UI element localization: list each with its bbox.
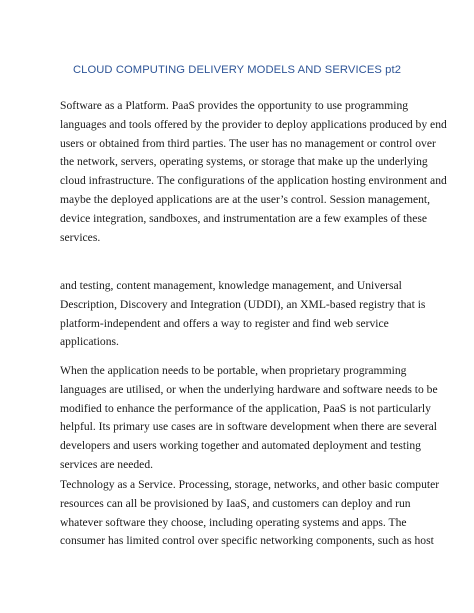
text-line: Description, Discovery and Integration (UDDI), an XML-based registry that is [60,297,426,311]
text-line: applications. [60,335,119,349]
text-line: maybe the deployed applications are at the user’s control. Session management, [60,192,431,206]
text-line: services are needed. [60,457,154,471]
text-line: and testing, content management, knowledge management, and Universal [60,279,402,292]
paragraph-uddi [60,277,426,352]
text-line: device integration, sandboxes, and instrumentation are a few examples of these [60,211,428,225]
text-line: Technology as a Service. Processing, storage, networks, and other basic computer [60,478,440,491]
text-line: consumer has limited control over specific networking components, such as host [60,534,434,548]
text-line: developers and users working together and automated deployment and testing [60,439,421,453]
paragraph-iaas [60,476,440,551]
paragraph-paas-intro [60,97,447,247]
text-line: users or obtained from third parties. The user has no management or control over [60,136,436,150]
text-line: Software as a Platform. PaaS provides the opportunity to use programming [60,99,409,112]
text-line: the network, servers, operating systems, or storage that make up the underlying [60,155,428,169]
document-title: CLOUD COMPUTING DELIVERY MODELS AND SERVICES pt2 [72,64,402,76]
text-line: platform-independent and offers a way to register and find web service [60,316,389,330]
text-line: languages are utilised, or when the underlying hardware and software needs to be [60,382,438,396]
text-line: helpful. Its primary use cases are in software development when there are several [60,420,437,434]
text-line: resources can all be provisioned by IaaS, and customers can deploy and run [60,496,411,510]
text-line: whatever software they choose, including operating systems and apps. The [60,515,407,529]
text-line: cloud infrastructure. The configurations of the application hosting environment and [60,174,447,188]
text-line: modified to enhance the performance of the application, PaaS is not particularly [60,401,431,415]
paragraph-paas-limitations [60,362,438,475]
text-line: When the application needs to be portable, when proprietary programming [60,364,407,377]
text-line: services. [60,230,101,244]
text-line: languages and tools offered by the provider to deploy applications produced by end [60,117,447,131]
